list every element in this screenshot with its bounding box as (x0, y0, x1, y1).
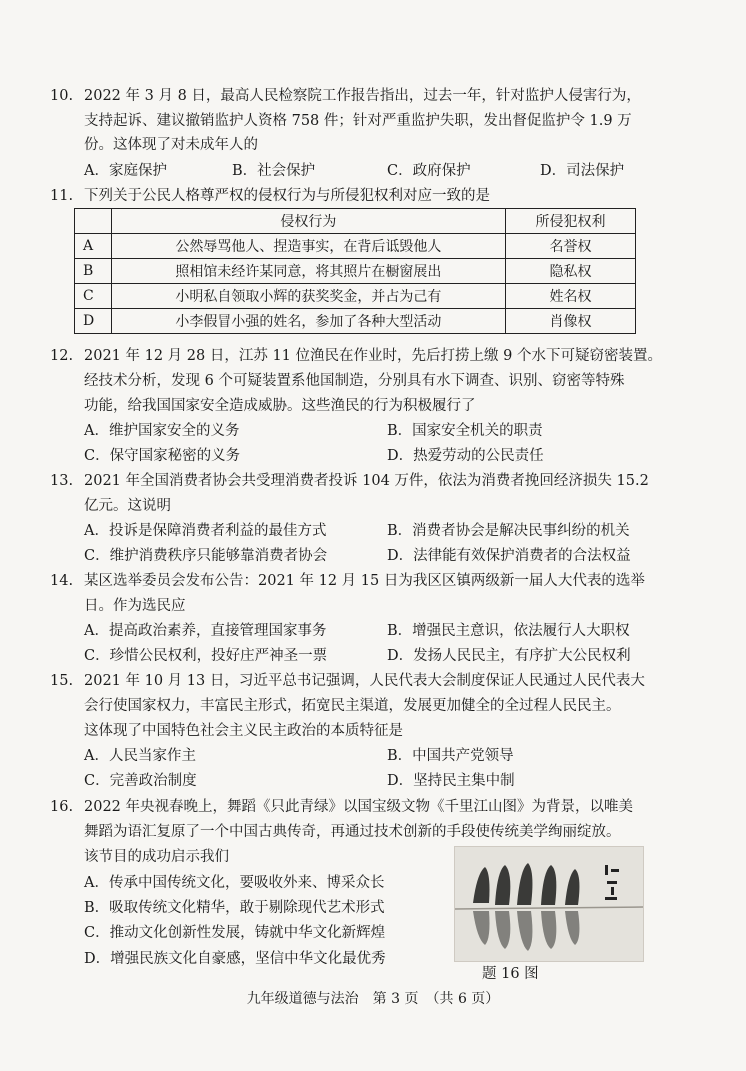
option-a: A．家庭保护 (84, 163, 167, 179)
option-c: C．保守国家秘密的义务 (84, 448, 241, 464)
question-text: 某区选举委员会发布公告：2021 年 12 月 15 日为我区区镇两级新一届人大代表的选举 (84, 573, 645, 589)
question-text: 功能，给我国国家安全造成威胁。这些渔民的行为积极履行了 (84, 398, 476, 414)
option-a: A．投诉是保障消费者利益的最佳方式 (84, 523, 327, 539)
option-c: C．完善政治制度 (84, 773, 197, 789)
dance-photo-image (454, 846, 644, 962)
option-a: A．提高政治素养，直接管理国家事务 (84, 623, 327, 639)
question-text: 2021 年全国消费者协会共受理消费者投诉 104 万件，依法为消费者挽回经济损失 15.2 (84, 473, 649, 489)
page-footer: 九年级道德与法治 第 3 页 （共 6 页） (246, 991, 500, 1007)
question-number: 11. (50, 188, 74, 204)
question-text: 该节目的成功启示我们 (84, 849, 229, 865)
table-header-blank (75, 209, 112, 234)
row-act: 小明私自领取小辉的获奖奖金，并占为己有 (111, 284, 505, 309)
question-text: 支持起诉、建议撤销监护人资格 758 件；针对严重监护失职，发出督促监护令 1.9 万 (84, 113, 632, 129)
question-text: 份。这体现了对未成年人的 (84, 137, 258, 153)
option-c: C．推动文化创新性发展，铸就中华文化新辉煌 (84, 925, 386, 941)
question-text: 2022 年 3 月 8 日，最高人民检察院工作报告指出，过去一年，针对监护人侵害行为， (84, 88, 641, 104)
question-number: 12. (50, 348, 74, 364)
option-b: B．国家安全机关的职责 (387, 423, 543, 439)
table-header-act: 侵权行为 (111, 209, 505, 234)
dancers-illustration (455, 847, 643, 961)
question-text: 2021 年 10 月 13 日，习近平总书记强调，人民代表大会制度保证人民通过人民代表大 (84, 673, 645, 689)
row-right: 名誉权 (505, 234, 635, 259)
rights-table (74, 208, 636, 334)
option-d: D．发扬人民民主，有序扩大公民权利 (387, 648, 631, 664)
question-number: 14. (50, 573, 74, 589)
row-right: 肖像权 (505, 309, 635, 334)
option-b: B．增强民主意识，依法履行人大职权 (387, 623, 630, 639)
option-b: B．社会保护 (232, 163, 316, 179)
row-label: D (75, 309, 112, 334)
row-right: 姓名权 (505, 284, 635, 309)
question-text: 这体现了中国特色社会主义民主政治的本质特征是 (84, 723, 403, 739)
option-c: C．政府保护 (387, 163, 471, 179)
option-c: C．珍惜公民权利，投好庄严神圣一票 (84, 648, 328, 664)
option-c: C．维护消费秩序只能够靠消费者协会 (84, 548, 328, 564)
row-act: 公然辱骂他人、捏造事实，在背后诋毁他人 (111, 234, 505, 259)
question-text: 经技术分析，发现 6 个可疑装置系他国制造，分别具有水下调查、识别、窃密等特殊 (84, 373, 625, 389)
table-row (75, 309, 636, 334)
question-number: 10. (50, 88, 74, 104)
option-a: A．维护国家安全的义务 (84, 423, 240, 439)
row-act: 小李假冒小强的姓名，参加了各种大型活动 (111, 309, 505, 334)
table-row (75, 234, 636, 259)
option-d: D．坚持民主集中制 (387, 773, 515, 789)
question-text: 会行使国家权力，丰富民主形式，拓宽民主渠道，发展更加健全的全过程人民民主。 (84, 698, 621, 714)
question-number: 13. (50, 473, 74, 489)
row-right: 隐私权 (505, 259, 635, 284)
question-text: 日。作为选民应 (84, 598, 186, 614)
option-d: D．热爱劳动的公民责任 (387, 448, 544, 464)
question-text: 2022 年央视春晚上，舞蹈《只此青绿》以国宝级文物《千里江山图》为背景，以唯美 (84, 799, 634, 815)
row-label: C (75, 284, 112, 309)
question-text: 亿元。这说明 (84, 498, 171, 514)
question-number: 16. (50, 799, 74, 815)
option-b: B．消费者协会是解决民事纠纷的机关 (387, 523, 630, 539)
row-act: 照相馆未经许某同意，将其照片在橱窗展出 (111, 259, 505, 284)
row-label: A (75, 234, 112, 259)
question-text: 舞蹈为语汇复原了一个中国古典传奇，再通过技术创新的手段使传统美学绚丽绽放。 (84, 824, 621, 840)
option-a: A．传承中国传统文化，要吸收外来、博采众长 (84, 875, 385, 891)
question-text: 2021 年 12 月 28 日，江苏 11 位渔民在作业时，先后打捞上缴 9 个水下可疑窃密装置。 (84, 348, 662, 364)
option-d: D．司法保护 (540, 163, 625, 179)
figure-caption: 题 16 图 (482, 966, 539, 982)
table-header-row (75, 209, 636, 234)
option-b: B．吸取传统文化精华，敢于剔除现代艺术形式 (84, 900, 385, 916)
option-a: A．人民当家作主 (84, 748, 196, 764)
option-b: B．中国共产党领导 (387, 748, 514, 764)
option-d: D．法律能有效保护消费者的合法权益 (387, 548, 631, 564)
table-row (75, 259, 636, 284)
table-row (75, 284, 636, 309)
question-number: 15. (50, 673, 74, 689)
option-d: D．增强民族文化自豪感，坚信中华文化最优秀 (84, 951, 386, 967)
row-label: B (75, 259, 112, 284)
table-header-right: 所侵犯权利 (505, 209, 635, 234)
question-text: 下列关于公民人格尊严权的侵权行为与所侵犯权利对应一致的是 (84, 188, 490, 204)
